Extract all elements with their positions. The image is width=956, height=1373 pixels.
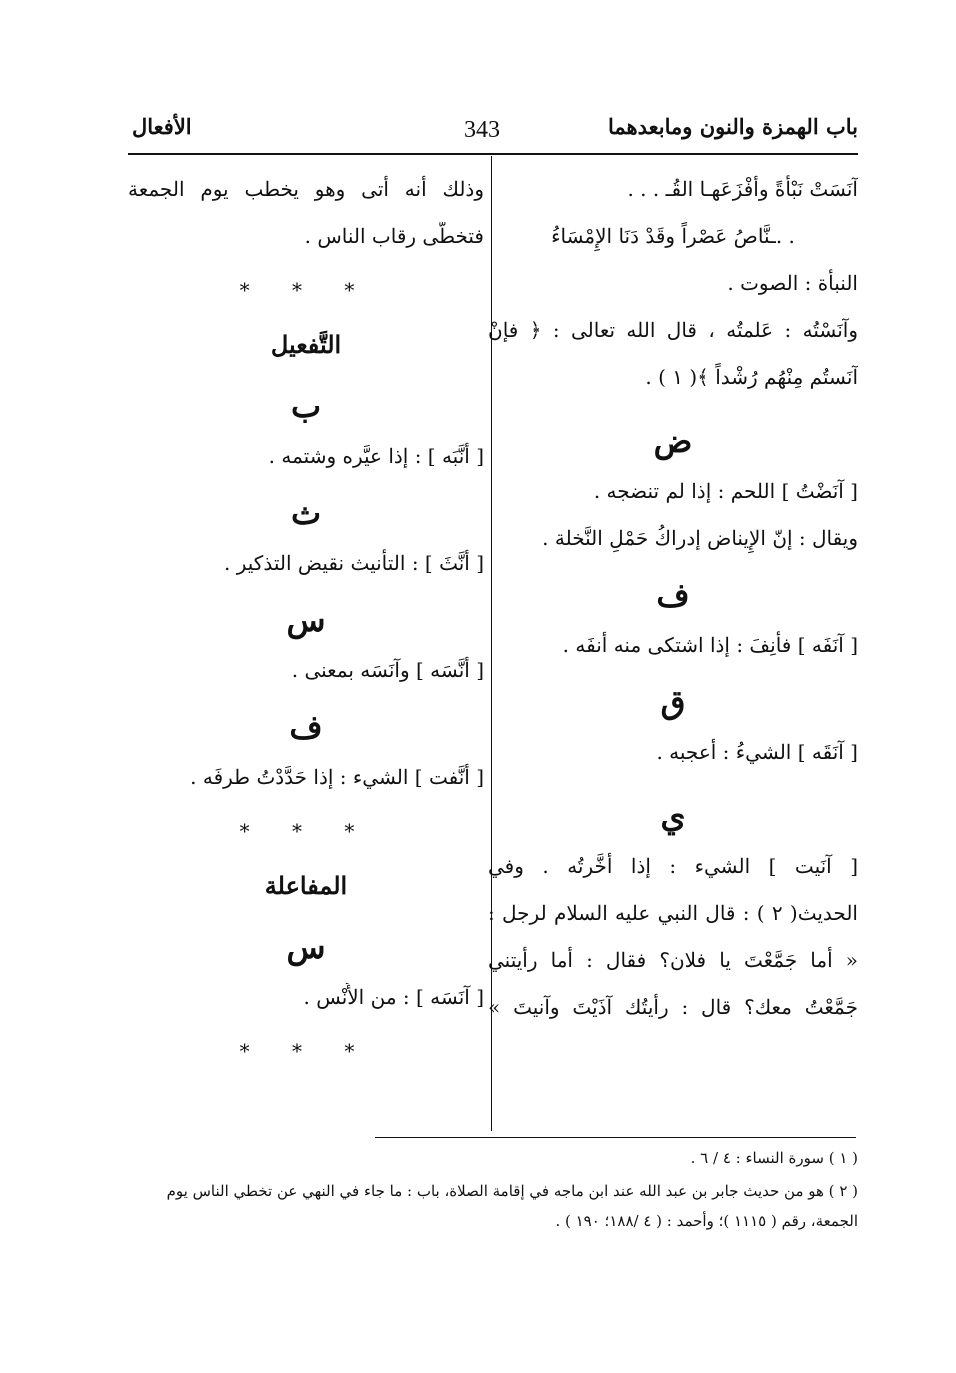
text-line: . .ـنَّاصُ عَصْراً وقَدْ دَنَا الإِمْسَاءُ [551, 224, 795, 248]
letter-heading: س [286, 928, 326, 966]
right-column [488, 175, 858, 1040]
page-header-section: الأفعال [132, 114, 192, 139]
text-line: ويقال : إنّ الإِيناض إدراكُ حَمْلِ النَّخلة . [542, 526, 858, 550]
letter-heading: ض [653, 422, 693, 460]
section-separator: * * * [239, 278, 373, 302]
letter-heading: ف [656, 576, 690, 614]
text-line: [ آنَيت ] الشيء : إذا أخَّرتُه . وفي [488, 854, 858, 878]
text-line: وآنَسْتُه : عَلمتُه ، قال الله تعالى : ﴿ فإنْ [488, 318, 858, 342]
section-separator: * * * [239, 819, 373, 843]
page-number: 343 [464, 117, 500, 143]
letter-heading: ث [290, 494, 322, 532]
text-line: [ آنَقَه ] الشيءُ : أعجبه . [656, 740, 858, 764]
left-column [128, 175, 484, 1087]
text-line: آنَستُم مِنْهُم رُشْداً ﴾( ١ ) . [645, 365, 858, 389]
text-line: [ أنَّفت ] الشيء : إذا حَدَّدْتُ طرفَه . [190, 765, 484, 789]
section-heading: التَّفعيل [270, 330, 342, 359]
text-line: وذلك أنه أتى وهو يخطب يوم الجمعة [128, 177, 484, 201]
text-line: فتخطّى رقاب الناس . [304, 224, 484, 248]
letter-heading: ق [660, 683, 686, 721]
text-line: [ آنَسَه ] : من الأُنْس . [303, 985, 484, 1009]
letter-heading: س [286, 601, 326, 639]
letter-heading: ي [660, 797, 686, 835]
text-line: آنَسَتْ نَبْأَةً وأَفْزَعَهـا القُـ . . . [627, 177, 858, 201]
text-line: [ أنَّسَه ] وآنَسَه بمعنى . [291, 658, 484, 682]
section-separator: * * * [239, 1039, 373, 1063]
text-line: الحديث( ٢ ) : قال النبي عليه السلام لرجل : [488, 901, 858, 925]
text-line: [ أنَّثَ ] : التأنيث نقيض التذكير . [224, 551, 484, 575]
header-rule [128, 153, 858, 155]
footnote-rule [375, 1137, 856, 1138]
text-line: [ آنَضْتُ ] اللحم : إذا لم تنضجه . [593, 479, 858, 503]
section-heading: المفاعلة [264, 871, 348, 900]
text-line: جَمَّعْتُ معك؟ قال : رأيتُك آذَيْتَ وآنيتَ » [488, 995, 858, 1019]
letter-heading: ف [289, 708, 323, 746]
text-line: [ أنَّبَه ] : إذا عيَّره وشتمه . [268, 444, 484, 468]
page-header-chapter: باب الهمزة والنون ومابعدهما [608, 114, 858, 139]
text-line: « أما جَمَّعْتَ يا فلان؟ فقال : أما رأيتني [488, 948, 858, 972]
letter-heading: ب [290, 387, 322, 425]
text-line: [ آنَفَه ] فأَنِفَ : إذا اشتكى منه أنفَه . [562, 633, 858, 657]
text-line: النبأة : الصوت . [727, 271, 858, 295]
footnote-2: ( ٢ ) هو من حديث جابر بن عبد الله عند ابن ماجه في إقامة الصلاة، باب : ما جاء في النهي عن تخطي الناس يوم الجمعة، رقم ( ١١١٥ )؛ وأحمد : ( ٤ /١٨٨؛ ١٩٠ ) . [166, 1182, 858, 1230]
footnote-1: ( ١ ) سورة النساء : ٤ / ٦ . [690, 1149, 858, 1167]
